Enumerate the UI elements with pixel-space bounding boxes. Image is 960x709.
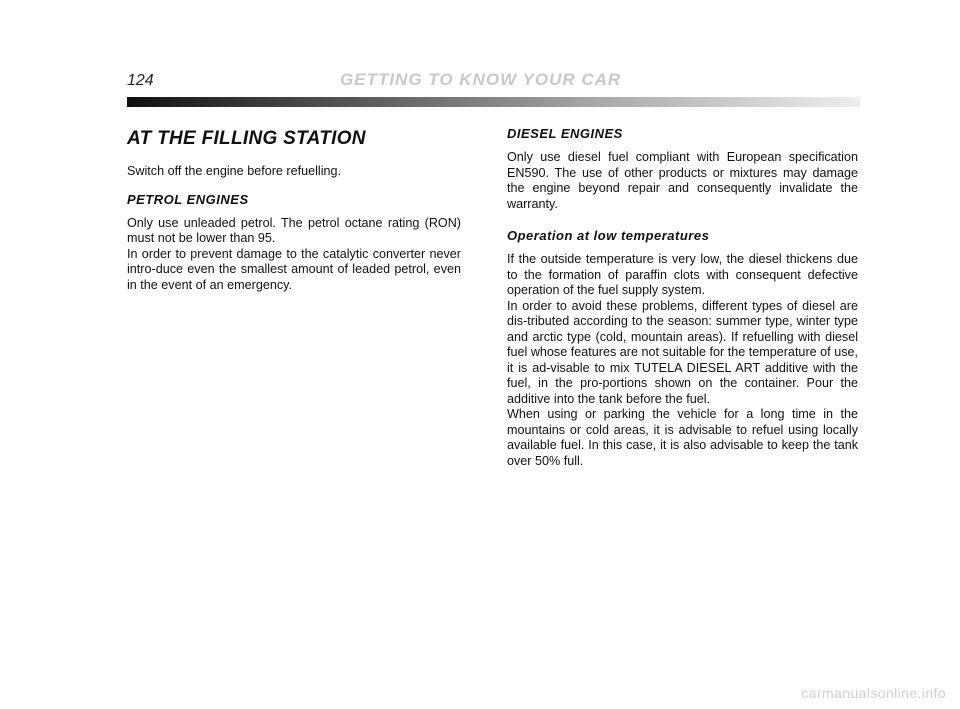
chapter-header: GETTING TO KNOW YOUR CAR — [340, 70, 622, 89]
low-temp-paragraph-1: If the outside temperature is very low, the diesel thickens due to the formation of paraffin clots with consequent defective operation of the fuel supply system. — [507, 252, 858, 297]
low-temp-paragraph-3: When using or parking the vehicle for a long time in the mountains or cold areas, it is advisable to refuel using locally available fuel. In this case, it is also advisable to keep the tank over 50% full. — [507, 407, 858, 468]
petrol-paragraph-1: Only use unleaded petrol. The petrol octane rating (RON) must not be lower than 95. — [127, 215, 461, 245]
left-column — [127, 126, 461, 293]
site-watermark: carmanualsonline.info — [801, 685, 946, 701]
low-temp-paragraph-2: In order to avoid these problems, different types of diesel are dis-tributed according to the season: summer type, winter type and arctic type (cold, mountain areas). If refuelling with diesel fuel whose features are not suitable for the temperature of use, it is ad-visable to mix TUTELA DIESEL ART additive with the fuel, in the pro-portions shown on the container. Pour the additive into the tank before the fuel. — [507, 298, 858, 406]
page-number: 124 — [127, 72, 154, 89]
diesel-engines-heading: DIESEL ENGINES — [507, 126, 623, 141]
low-temperatures-heading: Operation at low temperatures — [507, 228, 710, 243]
petrol-paragraph-2: In order to prevent damage to the catalytic converter never intro-duce even the smallest amount of leaded petrol, even in the event of an emergency. — [127, 246, 461, 292]
diesel-paragraph-1: Only use diesel fuel compliant with European specification EN590. The use of other products or mixtures may damage the engine beyond repair and consequently invalidate the warranty. — [507, 150, 858, 211]
right-column — [507, 126, 858, 469]
intro-text: Switch off the engine before refuelling. — [127, 164, 342, 178]
header-divider — [127, 97, 860, 107]
section-title-filling-station: AT THE FILLING STATION — [127, 128, 366, 149]
petrol-engines-heading: PETROL ENGINES — [127, 191, 249, 207]
